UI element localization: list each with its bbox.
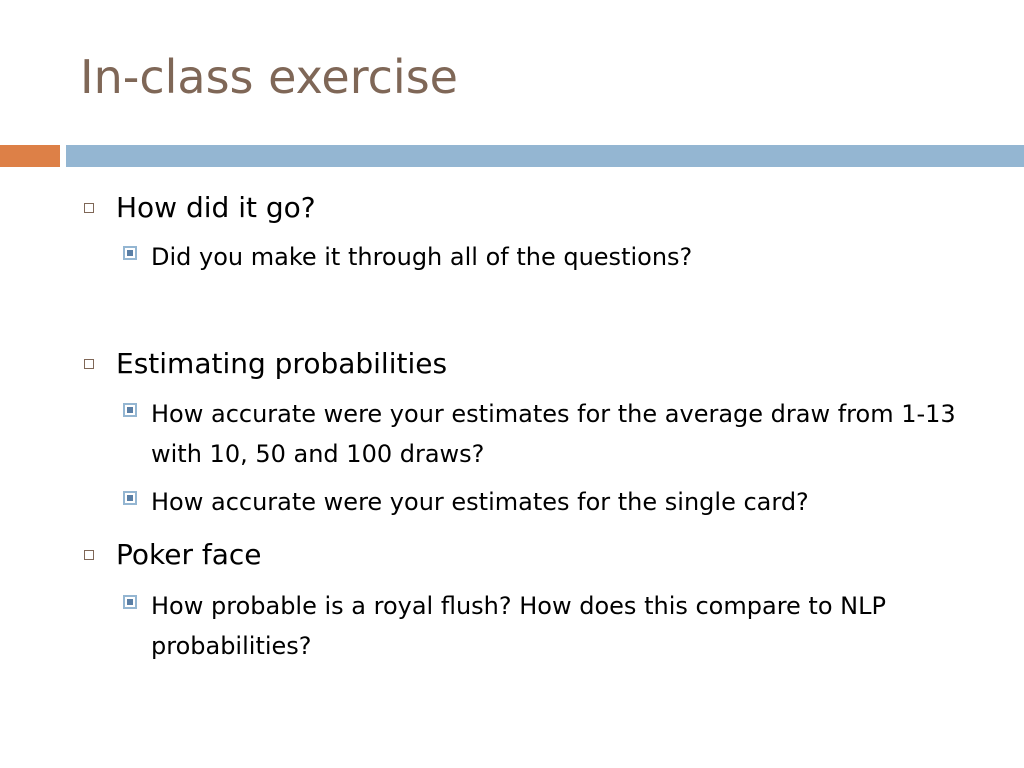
sub-bullet-text: How accurate were your estimates for the single card?: [151, 488, 809, 516]
bullet-text: Poker face: [116, 538, 262, 571]
sub-bullet-text: How probable is a royal flush? How does this compare to NLP probabilities?: [151, 592, 886, 660]
bullet-text: Estimating probabilities: [116, 347, 448, 380]
filled-square-bullet-icon: [123, 403, 137, 417]
title-rule-blue: [66, 145, 1024, 167]
filled-square-bullet-icon: [123, 491, 137, 505]
sub-bullet-text: How accurate were your estimates for the average draw from 1-13 with 10, 50 and 100 draws?: [151, 400, 956, 468]
filled-square-bullet-icon: [123, 595, 137, 609]
slide-title: In-class exercise: [80, 50, 458, 104]
sub-bullet-text: Did you make it through all of the questions?: [151, 243, 693, 271]
title-rule-orange: [0, 145, 60, 167]
hollow-square-bullet-icon: [84, 550, 94, 560]
hollow-square-bullet-icon: [84, 203, 94, 213]
bullet-text: How did it go?: [116, 191, 316, 224]
filled-square-bullet-icon: [123, 246, 137, 260]
hollow-square-bullet-icon: [84, 359, 94, 369]
